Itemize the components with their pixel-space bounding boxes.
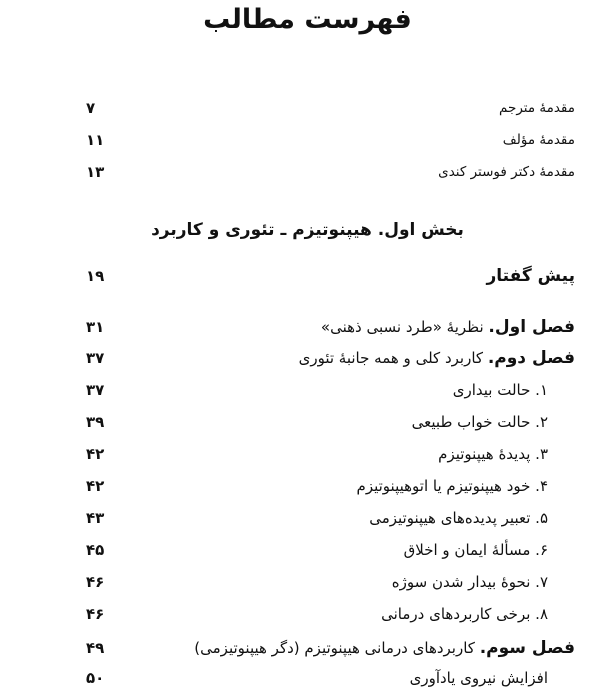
toc-page-number: ۱۱ (86, 131, 105, 149)
toc-entry-label: پیش گفتار (486, 266, 575, 286)
toc-page-number: ۳۷ (86, 381, 105, 399)
toc-page-number: ۴۶ (86, 573, 105, 591)
part-heading: بخش اول. هیپنوتیزم ـ تئوری و کاربرد (151, 220, 464, 240)
toc-entry-label: ۸. برخی کاربردهای درمانی (381, 605, 548, 623)
toc-entry-label: افزایش نیروی یادآوری (409, 669, 548, 687)
toc-entry-label: مقدمهٔ مترجم (499, 100, 575, 116)
toc-subentry[interactable] (0, 568, 615, 596)
toc-entry-foreword[interactable] (0, 262, 615, 290)
toc-subentry[interactable] (0, 408, 615, 436)
toc-entry-chapter-1[interactable] (0, 313, 615, 341)
toc-page-number: ۳۱ (86, 318, 105, 336)
toc-entry-label: ۵. تعبیر پدیده‌های هیپنوتیزمی (369, 509, 548, 527)
toc-page-number: ۳۹ (86, 413, 105, 431)
toc-subentry[interactable] (0, 440, 615, 468)
chapter-heading: فصل دوم. (487, 348, 575, 368)
toc-page-number: ۱۹ (86, 267, 105, 285)
toc-entry-label: ۱. حالت بیداری (452, 381, 548, 399)
toc-subentry[interactable] (0, 504, 615, 532)
toc-entry-translator-intro[interactable] (0, 94, 615, 122)
toc-entry-label (299, 344, 575, 372)
chapter-title: کاربرد کلی و همه جانبهٔ تئوری (298, 349, 488, 367)
toc-page-number: ۴۶ (86, 605, 105, 623)
toc-entry-label: مقدمهٔ دکتر فوستر کندی (438, 164, 575, 180)
toc-entry-label (194, 634, 575, 662)
toc-page-number: ۴۲ (86, 477, 105, 495)
page-title: فهرست مطالب (203, 4, 412, 35)
toc-page-number: ۳۷ (86, 349, 105, 367)
toc-page-number: ۴۳ (86, 509, 105, 527)
chapter-title: کاربردهای درمانی هیپنوتیزم (دگر هیپنوتیزمی) (194, 639, 480, 657)
toc-entry-author-intro[interactable] (0, 126, 615, 154)
chapter-heading: فصل اول. (488, 317, 575, 337)
toc-page-number: ۴۲ (86, 445, 105, 463)
toc-subentry[interactable] (0, 536, 615, 564)
chapter-heading: فصل سوم. (479, 638, 575, 658)
toc-entry-label: مقدمهٔ مؤلف (502, 132, 575, 148)
toc-entry-label (321, 313, 575, 341)
toc-subentry[interactable] (0, 472, 615, 500)
toc-entry-chapter-3[interactable] (0, 634, 615, 662)
toc-entry-label: ۶. مسألهٔ ایمان و اخلاق (403, 541, 548, 559)
chapter-title: نظریهٔ «طرد نسبی ذهنی» (320, 318, 489, 336)
toc-page-number: ۷ (86, 99, 96, 117)
toc-entry-label: ۳. پدیدهٔ هیپنوتیزم (438, 445, 548, 463)
toc-entry-kennedy-intro[interactable] (0, 158, 615, 186)
toc-entry-label: ۷. نحوهٔ بیدار شدن سوژه (391, 573, 548, 591)
toc-subentry[interactable] (0, 664, 615, 692)
toc-entry-label: ۲. حالت خواب طبیعی (411, 413, 548, 431)
toc-page-number: ۴۵ (86, 541, 105, 559)
toc-entry-label: ۴. خود هیپنوتیزم یا اتوهیپنوتیزم (356, 477, 548, 495)
toc-entry-chapter-2[interactable] (0, 344, 615, 372)
toc-page-number: ۱۳ (86, 163, 105, 181)
toc-page-number: ۵۰ (86, 669, 105, 687)
toc-page-number: ۴۹ (86, 639, 105, 657)
toc-subentry[interactable] (0, 600, 615, 628)
toc-subentry[interactable] (0, 376, 615, 404)
